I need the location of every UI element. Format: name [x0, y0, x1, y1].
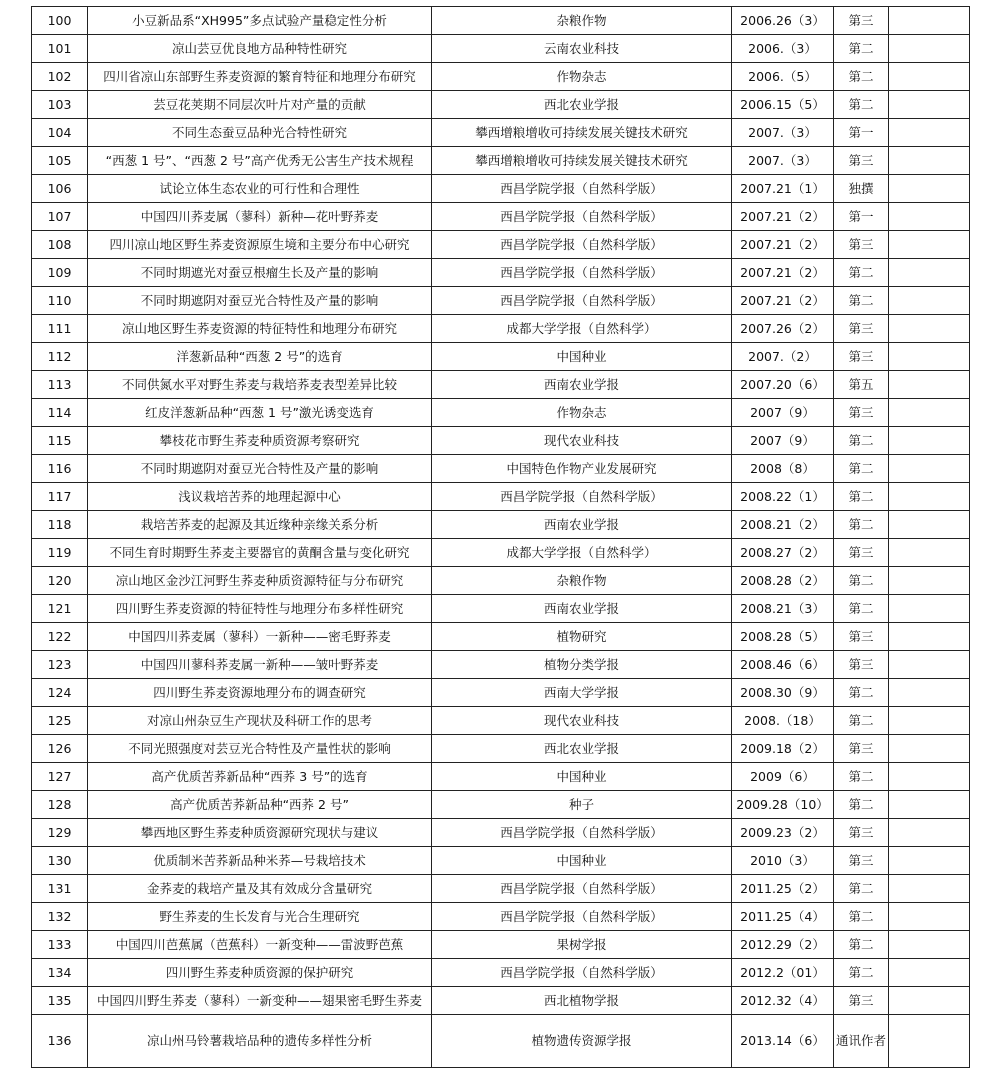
table-row — [32, 315, 970, 343]
cell-journal: 西南农业学报 — [432, 595, 732, 623]
cell-title: 不同时期遮光对蚕豆根瘤生长及产量的影响 — [88, 259, 432, 287]
cell-journal: 西昌学院学报（自然科学版） — [432, 287, 732, 315]
cell-journal: 种子 — [432, 791, 732, 819]
cell-author-rank: 第二 — [834, 707, 889, 735]
table-row — [32, 651, 970, 679]
cell-journal: 植物遗传资源学报 — [432, 1015, 732, 1068]
cell-title: 芸豆花荚期不同层次叶片对产量的贡献 — [88, 91, 432, 119]
cell-number: 122 — [32, 623, 88, 651]
cell-number: 135 — [32, 987, 88, 1015]
cell-note — [889, 875, 970, 903]
cell-number: 133 — [32, 931, 88, 959]
cell-number: 118 — [32, 511, 88, 539]
cell-journal: 西昌学院学报（自然科学版） — [432, 231, 732, 259]
cell-journal: 西北农业学报 — [432, 735, 732, 763]
publications-table-body — [32, 7, 970, 1068]
cell-note — [889, 259, 970, 287]
cell-journal: 成都大学学报（自然科学） — [432, 315, 732, 343]
cell-journal: 攀西增粮增收可持续发展关键技术研究 — [432, 147, 732, 175]
cell-title: 四川省凉山东部野生荞麦资源的繁育特征和地理分布研究 — [88, 63, 432, 91]
cell-issue: 2006.（5） — [732, 63, 834, 91]
table-row — [32, 7, 970, 35]
cell-number: 132 — [32, 903, 88, 931]
table-row — [32, 735, 970, 763]
cell-note — [889, 847, 970, 875]
cell-title: 不同光照强度对芸豆光合特性及产量性状的影响 — [88, 735, 432, 763]
cell-title: 四川野生荞麦资源地理分布的调查研究 — [88, 679, 432, 707]
cell-title: 不同供氮水平对野生荞麦与栽培荞麦表型差异比较 — [88, 371, 432, 399]
cell-issue: 2012.2（01） — [732, 959, 834, 987]
cell-number: 134 — [32, 959, 88, 987]
cell-journal: 现代农业科技 — [432, 427, 732, 455]
cell-journal: 西昌学院学报（自然科学版） — [432, 819, 732, 847]
table-row — [32, 119, 970, 147]
cell-number: 110 — [32, 287, 88, 315]
cell-note — [889, 63, 970, 91]
cell-author-rank: 第三 — [834, 315, 889, 343]
cell-title: 野生荞麦的生长发育与光合生理研究 — [88, 903, 432, 931]
cell-number: 105 — [32, 147, 88, 175]
cell-title: 栽培苦荞麦的起源及其近缘种亲缘关系分析 — [88, 511, 432, 539]
cell-author-rank: 通讯作者 — [834, 1015, 889, 1068]
cell-note — [889, 203, 970, 231]
table-row — [32, 147, 970, 175]
cell-issue: 2007（9） — [732, 427, 834, 455]
cell-note — [889, 399, 970, 427]
cell-title: 试论立体生态农业的可行性和合理性 — [88, 175, 432, 203]
cell-author-rank: 第二 — [834, 567, 889, 595]
cell-author-rank: 第二 — [834, 959, 889, 987]
cell-author-rank: 第三 — [834, 847, 889, 875]
cell-note — [889, 315, 970, 343]
cell-author-rank: 第一 — [834, 119, 889, 147]
cell-title: 不同生育时期野生荞麦主要器官的黄酮含量与变化研究 — [88, 539, 432, 567]
table-row — [32, 427, 970, 455]
cell-number: 131 — [32, 875, 88, 903]
cell-note — [889, 623, 970, 651]
publications-table — [31, 6, 970, 1068]
cell-note — [889, 567, 970, 595]
table-row — [32, 707, 970, 735]
cell-number: 104 — [32, 119, 88, 147]
table-row — [32, 847, 970, 875]
cell-note — [889, 147, 970, 175]
cell-note — [889, 763, 970, 791]
cell-number: 114 — [32, 399, 88, 427]
table-row — [32, 231, 970, 259]
cell-author-rank: 第二 — [834, 931, 889, 959]
cell-title: 金荞麦的栽培产量及其有效成分含量研究 — [88, 875, 432, 903]
table-row — [32, 371, 970, 399]
table-row — [32, 35, 970, 63]
cell-note — [889, 119, 970, 147]
cell-issue: 2006.26（3） — [732, 7, 834, 35]
cell-author-rank: 第二 — [834, 763, 889, 791]
table-row — [32, 287, 970, 315]
cell-number: 102 — [32, 63, 88, 91]
cell-journal: 成都大学学报（自然科学） — [432, 539, 732, 567]
cell-author-rank: 第二 — [834, 287, 889, 315]
cell-title: 凉山芸豆优良地方品种特性研究 — [88, 35, 432, 63]
cell-title: 洋葱新品种“西葱 2 号”的选育 — [88, 343, 432, 371]
cell-note — [889, 371, 970, 399]
cell-issue: 2007.（3） — [732, 147, 834, 175]
table-row — [32, 203, 970, 231]
cell-author-rank: 第二 — [834, 595, 889, 623]
cell-issue: 2006.（3） — [732, 35, 834, 63]
cell-number: 115 — [32, 427, 88, 455]
cell-title: 中国四川芭蕉属（芭蕉科）一新变种——雷波野芭蕉 — [88, 931, 432, 959]
cell-journal: 中国种业 — [432, 343, 732, 371]
cell-number: 107 — [32, 203, 88, 231]
cell-author-rank: 第二 — [834, 791, 889, 819]
cell-note — [889, 987, 970, 1015]
cell-author-rank: 第三 — [834, 623, 889, 651]
cell-title: 高产优质苦荞新品种“西荞 3 号”的选育 — [88, 763, 432, 791]
cell-note — [889, 651, 970, 679]
table-row — [32, 763, 970, 791]
cell-issue: 2007.21（2） — [732, 203, 834, 231]
cell-journal: 作物杂志 — [432, 399, 732, 427]
table-row — [32, 623, 970, 651]
cell-number: 128 — [32, 791, 88, 819]
cell-author-rank: 第二 — [834, 875, 889, 903]
cell-note — [889, 819, 970, 847]
cell-issue: 2008.22（1） — [732, 483, 834, 511]
table-row — [32, 63, 970, 91]
cell-issue: 2007.20（6） — [732, 371, 834, 399]
table-row — [32, 903, 970, 931]
cell-note — [889, 7, 970, 35]
cell-author-rank: 第二 — [834, 91, 889, 119]
table-row — [32, 819, 970, 847]
table-row — [32, 595, 970, 623]
cell-title: 不同时期遮阴对蚕豆光合特性及产量的影响 — [88, 287, 432, 315]
cell-number: 125 — [32, 707, 88, 735]
cell-issue: 2008.30（9） — [732, 679, 834, 707]
cell-number: 119 — [32, 539, 88, 567]
cell-author-rank: 第二 — [834, 483, 889, 511]
cell-note — [889, 959, 970, 987]
cell-note — [889, 511, 970, 539]
cell-title: 不同生态蚕豆品种光合特性研究 — [88, 119, 432, 147]
cell-title: 对凉山州杂豆生产现状及科研工作的思考 — [88, 707, 432, 735]
cell-issue: 2007.21（2） — [732, 231, 834, 259]
cell-issue: 2009.28（10） — [732, 791, 834, 819]
cell-note — [889, 287, 970, 315]
cell-note — [889, 791, 970, 819]
table-row — [32, 483, 970, 511]
cell-author-rank: 第三 — [834, 231, 889, 259]
cell-note — [889, 483, 970, 511]
cell-author-rank: 第一 — [834, 203, 889, 231]
table-row — [32, 679, 970, 707]
cell-author-rank: 第二 — [834, 259, 889, 287]
cell-issue: 2008.21（3） — [732, 595, 834, 623]
cell-title: 小豆新品系“XH995”多点试验产量稳定性分析 — [88, 7, 432, 35]
cell-note — [889, 455, 970, 483]
cell-title: 凉山州马铃薯栽培品种的遗传多样性分析 — [88, 1015, 432, 1068]
cell-title: 高产优质苦荞新品种“西荞 2 号” — [88, 791, 432, 819]
table-row — [32, 455, 970, 483]
cell-number: 103 — [32, 91, 88, 119]
cell-issue: 2012.32（4） — [732, 987, 834, 1015]
cell-number: 108 — [32, 231, 88, 259]
cell-author-rank: 第三 — [834, 735, 889, 763]
cell-journal: 植物研究 — [432, 623, 732, 651]
cell-journal: 中国种业 — [432, 847, 732, 875]
cell-author-rank: 第三 — [834, 819, 889, 847]
cell-number: 136 — [32, 1015, 88, 1068]
table-row — [32, 987, 970, 1015]
cell-issue: 2007.（3） — [732, 119, 834, 147]
table-row — [32, 875, 970, 903]
cell-journal: 西昌学院学报（自然科学版） — [432, 175, 732, 203]
cell-number: 123 — [32, 651, 88, 679]
cell-journal: 西昌学院学报（自然科学版） — [432, 483, 732, 511]
cell-journal: 西昌学院学报（自然科学版） — [432, 203, 732, 231]
cell-note — [889, 735, 970, 763]
cell-issue: 2008.46（6） — [732, 651, 834, 679]
table-row — [32, 1015, 970, 1068]
cell-journal: 中国特色作物产业发展研究 — [432, 455, 732, 483]
cell-issue: 2007（9） — [732, 399, 834, 427]
cell-author-rank: 第三 — [834, 7, 889, 35]
cell-number: 124 — [32, 679, 88, 707]
cell-number: 111 — [32, 315, 88, 343]
cell-issue: 2006.15（5） — [732, 91, 834, 119]
cell-note — [889, 539, 970, 567]
cell-issue: 2008.21（2） — [732, 511, 834, 539]
cell-title: 中国四川荞麦属（蓼科）新种—花叶野荞麦 — [88, 203, 432, 231]
table-row — [32, 511, 970, 539]
cell-issue: 2008.28（2） — [732, 567, 834, 595]
cell-number: 130 — [32, 847, 88, 875]
cell-author-rank: 第三 — [834, 399, 889, 427]
cell-issue: 2008（8） — [732, 455, 834, 483]
cell-author-rank: 第二 — [834, 679, 889, 707]
cell-issue: 2009.18（2） — [732, 735, 834, 763]
cell-author-rank: 第二 — [834, 455, 889, 483]
cell-journal: 西昌学院学报（自然科学版） — [432, 903, 732, 931]
cell-author-rank: 第三 — [834, 539, 889, 567]
cell-author-rank: 第二 — [834, 903, 889, 931]
cell-issue: 2011.25（4） — [732, 903, 834, 931]
cell-issue: 2011.25（2） — [732, 875, 834, 903]
cell-author-rank: 第二 — [834, 427, 889, 455]
cell-journal: 云南农业科技 — [432, 35, 732, 63]
cell-journal: 西昌学院学报（自然科学版） — [432, 259, 732, 287]
cell-author-rank: 第三 — [834, 987, 889, 1015]
cell-title: 中国四川野生荞麦（蓼科）一新变种——翅果密毛野生荞麦 — [88, 987, 432, 1015]
table-row — [32, 343, 970, 371]
cell-note — [889, 231, 970, 259]
cell-number: 113 — [32, 371, 88, 399]
cell-journal: 攀西增粮增收可持续发展关键技术研究 — [432, 119, 732, 147]
cell-issue: 2008.27（2） — [732, 539, 834, 567]
cell-title: 凉山地区野生荞麦资源的特征特性和地理分布研究 — [88, 315, 432, 343]
cell-issue: 2007.26（2） — [732, 315, 834, 343]
cell-number: 117 — [32, 483, 88, 511]
cell-title: 攀枝花市野生荞麦种质资源考察研究 — [88, 427, 432, 455]
cell-journal: 植物分类学报 — [432, 651, 732, 679]
cell-number: 127 — [32, 763, 88, 791]
cell-title: 凉山地区金沙江河野生荞麦种质资源特征与分布研究 — [88, 567, 432, 595]
cell-issue: 2012.29（2） — [732, 931, 834, 959]
cell-note — [889, 175, 970, 203]
cell-number: 106 — [32, 175, 88, 203]
cell-title: 四川野生荞麦资源的特征特性与地理分布多样性研究 — [88, 595, 432, 623]
cell-journal: 西北植物学报 — [432, 987, 732, 1015]
cell-issue: 2010（3） — [732, 847, 834, 875]
table-row — [32, 959, 970, 987]
cell-author-rank: 第三 — [834, 651, 889, 679]
cell-issue: 2008.28（5） — [732, 623, 834, 651]
cell-issue: 2013.14（6） — [732, 1015, 834, 1068]
cell-journal: 果树学报 — [432, 931, 732, 959]
cell-author-rank: 第五 — [834, 371, 889, 399]
cell-journal: 中国种业 — [432, 763, 732, 791]
cell-journal: 现代农业科技 — [432, 707, 732, 735]
cell-number: 101 — [32, 35, 88, 63]
cell-note — [889, 707, 970, 735]
cell-note — [889, 35, 970, 63]
cell-title: 优质制米苦荞新品种米荞—号栽培技术 — [88, 847, 432, 875]
cell-number: 112 — [32, 343, 88, 371]
cell-title: 浅议栽培苦荞的地理起源中心 — [88, 483, 432, 511]
cell-number: 120 — [32, 567, 88, 595]
cell-number: 116 — [32, 455, 88, 483]
cell-title: 红皮洋葱新品种“西葱 1 号”激光诱变选育 — [88, 399, 432, 427]
table-row — [32, 175, 970, 203]
cell-journal: 西南农业学报 — [432, 371, 732, 399]
cell-note — [889, 91, 970, 119]
cell-title: 攀西地区野生荞麦种质资源研究现状与建议 — [88, 819, 432, 847]
cell-author-rank: 第三 — [834, 147, 889, 175]
cell-author-rank: 第二 — [834, 35, 889, 63]
cell-note — [889, 1015, 970, 1068]
cell-note — [889, 343, 970, 371]
cell-number: 121 — [32, 595, 88, 623]
cell-journal: 杂粮作物 — [432, 7, 732, 35]
cell-author-rank: 第二 — [834, 511, 889, 539]
cell-journal: 杂粮作物 — [432, 567, 732, 595]
cell-title: 四川野生荞麦种质资源的保护研究 — [88, 959, 432, 987]
cell-author-rank: 独撰 — [834, 175, 889, 203]
cell-issue: 2008.（18） — [732, 707, 834, 735]
cell-issue: 2009（6） — [732, 763, 834, 791]
table-row — [32, 259, 970, 287]
table-row — [32, 791, 970, 819]
cell-issue: 2009.23（2） — [732, 819, 834, 847]
cell-title: “西葱 1 号”、“西葱 2 号”高产优秀无公害生产技术规程 — [88, 147, 432, 175]
cell-issue: 2007.21（2） — [732, 287, 834, 315]
cell-issue: 2007.（2） — [732, 343, 834, 371]
cell-number: 109 — [32, 259, 88, 287]
cell-note — [889, 595, 970, 623]
cell-author-rank: 第二 — [834, 63, 889, 91]
cell-title: 四川凉山地区野生荞麦资源原生境和主要分布中心研究 — [88, 231, 432, 259]
cell-journal: 西南农业学报 — [432, 511, 732, 539]
cell-issue: 2007.21（2） — [732, 259, 834, 287]
cell-title: 中国四川荞麦属（蓼科）一新种——密毛野荞麦 — [88, 623, 432, 651]
table-row — [32, 539, 970, 567]
cell-note — [889, 931, 970, 959]
cell-issue: 2007.21（1） — [732, 175, 834, 203]
cell-journal: 作物杂志 — [432, 63, 732, 91]
cell-journal: 西昌学院学报（自然科学版） — [432, 959, 732, 987]
cell-note — [889, 427, 970, 455]
cell-journal: 西南大学学报 — [432, 679, 732, 707]
cell-title: 中国四川蓼科荞麦属一新种——皱叶野荞麦 — [88, 651, 432, 679]
cell-title: 不同时期遮阴对蚕豆光合特性及产量的影响 — [88, 455, 432, 483]
table-row — [32, 91, 970, 119]
cell-note — [889, 679, 970, 707]
cell-number: 126 — [32, 735, 88, 763]
cell-author-rank: 第三 — [834, 343, 889, 371]
cell-number: 100 — [32, 7, 88, 35]
table-row — [32, 399, 970, 427]
cell-journal: 西昌学院学报（自然科学版） — [432, 875, 732, 903]
table-row — [32, 567, 970, 595]
cell-journal: 西北农业学报 — [432, 91, 732, 119]
cell-number: 129 — [32, 819, 88, 847]
table-row — [32, 931, 970, 959]
cell-note — [889, 903, 970, 931]
